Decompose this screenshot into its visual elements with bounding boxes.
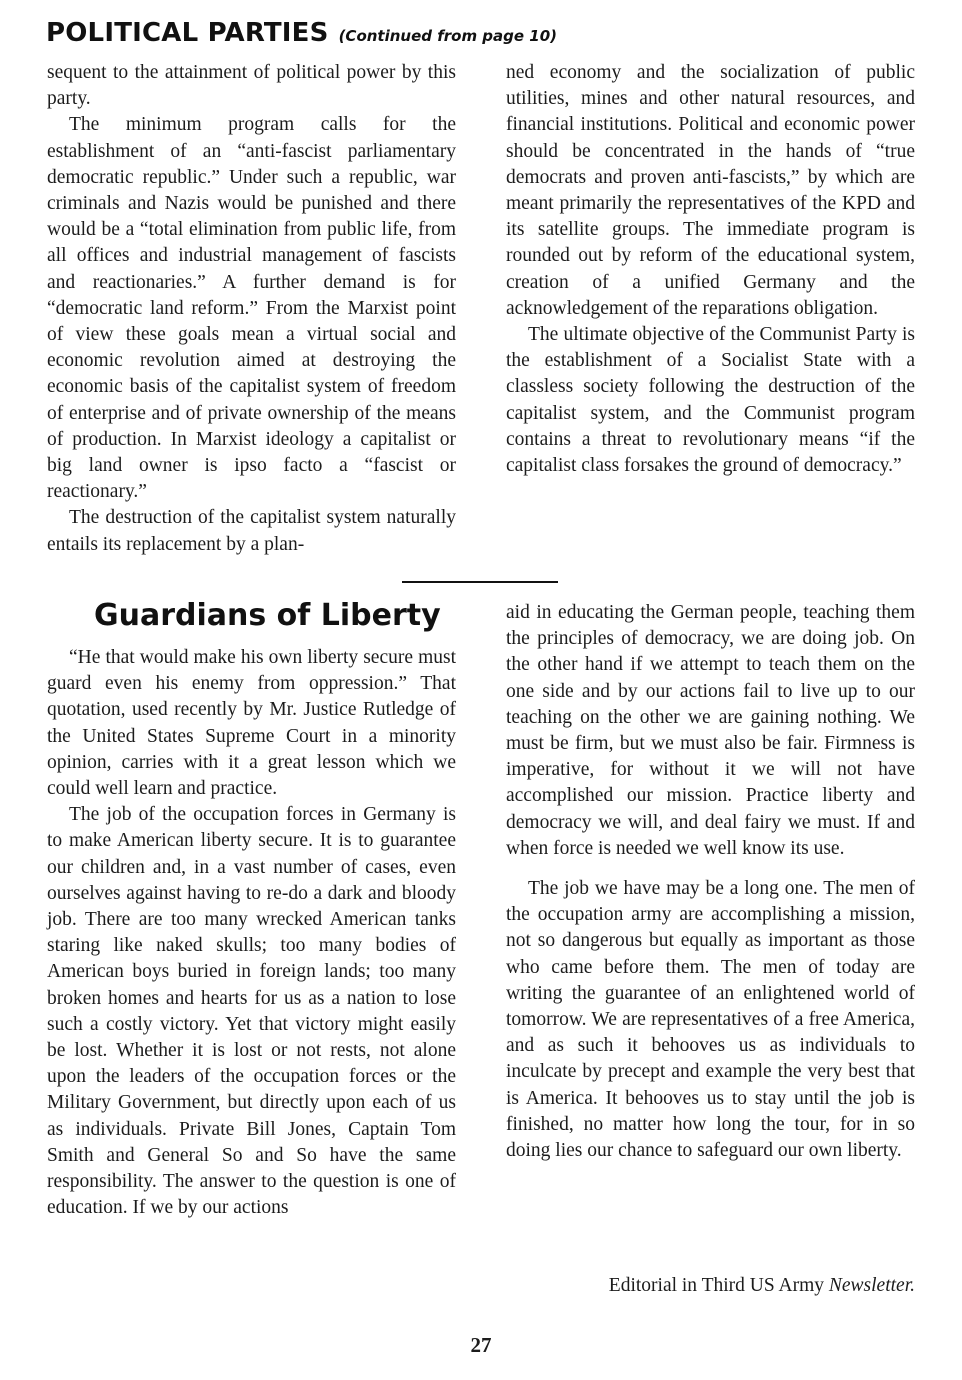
article-heading: Guardians of Liberty [94,598,441,633]
paragraph: The destruction of the capitalist system naturally entails its replacement by a plan- [47,507,456,555]
guardians-right-column [506,600,915,1164]
section-divider [402,581,558,583]
political-parties-right-column [506,60,915,479]
page-number: 27 [470,1333,492,1357]
editorial-credit [506,1273,915,1299]
paragraph: sequent to the attainment of political power by this party. [47,62,456,110]
paragraph: “He that would make his own liberty secure must guard even his enemy from oppression.” That quotation, used recently by Mr. Justice Rutledge of the United States Supreme Court in a minority opinion, carries with it a great lesson which we could well learn and practice. [47,647,456,800]
paragraph: The minimum program calls for the establishment of an “anti-fascist parliamentary democratic republic.” Under such a republic, war criminals and Nazis would be punished and there would be a “total elimination from public life, from all offices and industrial management of fascists and reactionaries.” A further demand is for “democratic land reform.” From the Marxist point of view these goals mean a virtual social and economic revolution aimed at destroying the economic basis of the capitalist system of freedom of enterprise and of private ownership of the means of production. In Marxist ideology a capitalist or big land owner is ipso facto a “fascist or reactionary.” [47,114,456,503]
guardians-left-column [47,645,456,1221]
paragraph: aid in educating the German people, teaching them the principles of democracy, we are doing job. On the other hand if we attempt to teach them on the one side and by our actions fail to live up to our teaching on the other we are gaining nothing. We must be firm, but we must also be fair. Firmness is imperative, for without it we will not have accomplished our mission. Practice liberty and democracy we will, and deal fairy we must. If and when force is needed we well know its use. [506,602,915,859]
political-parties-left-column [47,60,456,558]
section-title: POLITICAL PARTIES [46,18,329,48]
paragraph: The ultimate objective of the Communist Party is the establishment of a Socialist State with a classless society following the destruction of the capitalist system, and the Communist program contains a threat to revolutionary means “if the capitalist class forsakes the ground of democracy.” [506,324,915,477]
paragraph: The job of the occupation forces in Germany is to make American liberty secure. It is to guarantee our children and, in a vast number of cases, even ourselves against having to re-do a dark and bloody job. There are too many wrecked American tanks staring like naked skulls; too many bodies of American boys buried in foreign lands; too many broken homes and hearts for us as a nation to lose such a costly victory. Yet that victory might easily be lost. Whether it is lost or not rests, not alone upon the leaders of the occupation forces or the Military Government, but directly upon each of us as individuals. Private Bill Jones, Captain Tom Smith and General So and So have the same responsibility. The answer to the question is one of education. If we by our actions [47,804,456,1219]
credit-source: Newsletter. [828,1275,915,1296]
paragraph: The job we have may be a long one. The men of the occupation army are accomplishing a mission, not so dangerous but equally as important as those who came before them. The men of today are writing the guarantee of an enlightened world of tomorrow. We are representatives of a free America, and as such it behooves us as individuals to inculcate by precept and example the very best that is America. It behooves us to stay until the job is finished, no matter how long the tour, for in so doing lies our chance to safeguard our own liberty. [506,878,915,1162]
section-header [46,18,557,48]
credit-prefix: Editorial in Third US Army [608,1275,824,1296]
continued-note: (Continued from page 10) [338,27,558,45]
paragraph: ned economy and the socialization of public utilities, mines and other natural resources, and financial institutions. Political and economic power should be concentrated in the hands of “true democrats and proven anti-fascists,” by which are meant primarily the representatives of the KPD and its satellite groups. The immediate program is rounded out by reform of the educational system, creation of a unified Germany and the acknowledgement of the reparations obligation. [506,62,915,319]
